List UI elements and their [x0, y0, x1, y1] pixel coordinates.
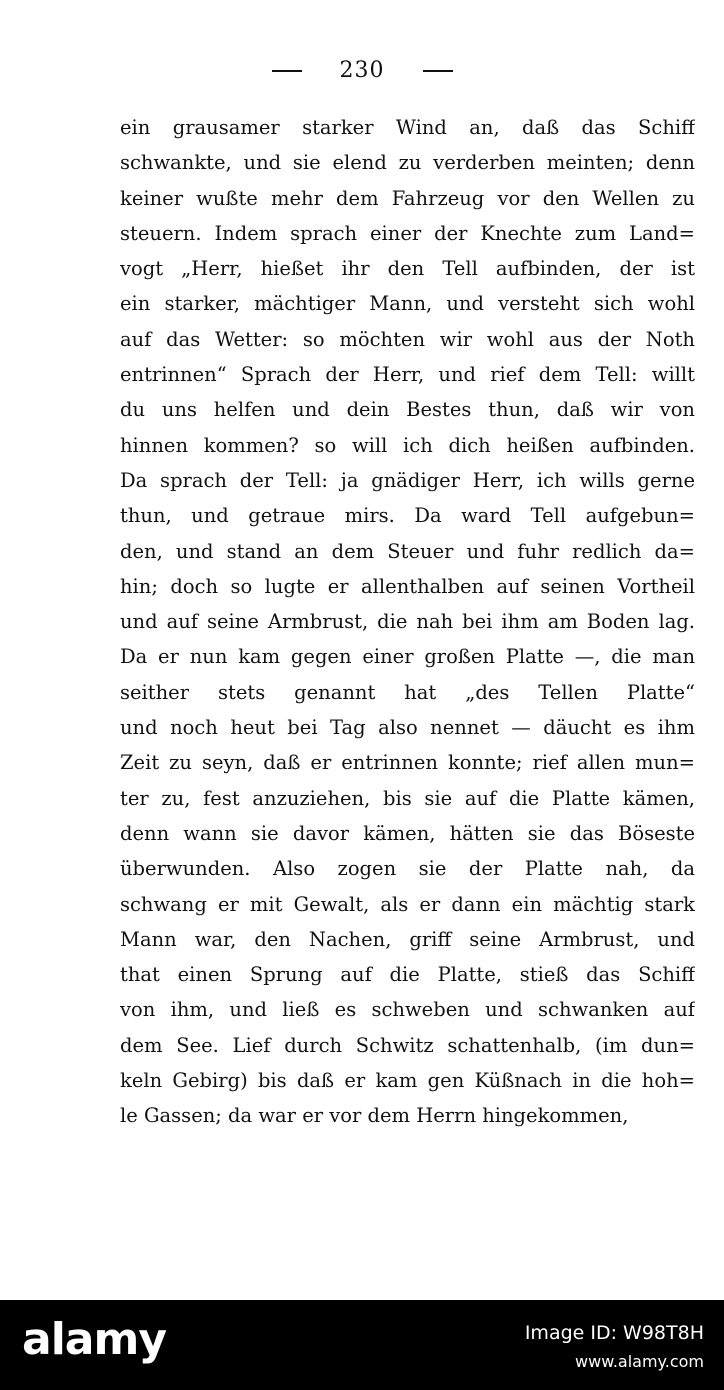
text-line: vogt „Herr, hießet ihr den Tell aufbinden, der ist — [120, 257, 695, 281]
page-number: 230 — [339, 58, 385, 83]
text-line: seither stets genannt hat „des Tellen Platte“ — [120, 680, 695, 704]
image-id-label: Image ID: W98T8H — [524, 1322, 704, 1344]
site-url: www.alamy.com — [575, 1352, 704, 1371]
page-header — [0, 58, 724, 83]
text-line: hinnen kommen? so will ich dich heißen aufbinden. — [120, 433, 695, 457]
alamy-logo: alamy — [22, 1314, 166, 1365]
text-line: den, und stand an dem Steuer und fuhr redlich da= — [120, 539, 695, 563]
text-line: schwang er mit Gewalt, als er dann ein mächtig stark — [120, 892, 695, 916]
text-line: schwankte, und sie elend zu verderben meinten; denn — [120, 151, 695, 175]
text-line: ein grausamer starker Wind an, daß das Schiff — [120, 116, 695, 139]
text-line: von ihm, und ließ es schweben und schwanken auf — [120, 998, 695, 1022]
text-line: Da sprach der Tell: ja gnädiger Herr, ich wills gerne — [120, 468, 695, 492]
text-line: denn wann sie davor kämen, hätten sie das Böseste — [120, 821, 695, 845]
text-line: du uns helfen und dein Bestes thun, daß wir von — [120, 398, 695, 422]
text-line: keln Gebirg) bis daß er kam gen Küßnach in die hoh= — [120, 1069, 695, 1093]
text-line: le Gassen; da war er vor dem Herrn hingekommen, — [120, 1104, 629, 1128]
text-line: ter zu, fest anzuziehen, bis sie auf die Platte kämen, — [120, 786, 695, 810]
text-line: that einen Sprung auf die Platte, stieß das Schiff — [120, 963, 695, 987]
header-dash-left — [272, 70, 302, 72]
text-line: hin; doch so lugte er allenthalben auf seinen Vortheil — [120, 574, 695, 598]
text-line: Zeit zu seyn, daß er entrinnen konnte; rief allen mun= — [120, 751, 695, 775]
text-line: und noch heut bei Tag also nennet — däucht es ihm — [120, 716, 695, 740]
text-line: Mann war, den Nachen, griff seine Armbrust, und — [120, 927, 695, 951]
header-dash-right — [423, 70, 453, 72]
text-line: Da er nun kam gegen einer großen Platte —, die man — [120, 645, 695, 669]
text-line: dem See. Lief durch Schwitz schattenhalb, (im dun= — [120, 1033, 695, 1057]
text-line: steuern. Indem sprach einer der Knechte zum Land= — [120, 221, 695, 245]
text-line: entrinnen“ Sprach der Herr, und rief dem Tell: willt — [120, 363, 695, 387]
watermark-bar — [0, 1300, 724, 1390]
text-line: und auf seine Armbrust, die nah bei ihm am Boden lag. — [120, 610, 695, 634]
text-line: überwunden. Also zogen sie der Platte nah, da — [120, 857, 695, 881]
text-line: keiner wußte mehr dem Fahrzeug vor den Wellen zu — [120, 186, 695, 210]
text-line: auf das Wetter: so möchten wir wohl aus der Noth — [120, 327, 695, 351]
text-line: ein starker, mächtiger Mann, und versteht sich wohl — [120, 292, 695, 316]
text-line: thun, und getraue mirs. Da ward Tell aufgebun= — [120, 504, 695, 528]
body-text — [120, 110, 695, 1134]
